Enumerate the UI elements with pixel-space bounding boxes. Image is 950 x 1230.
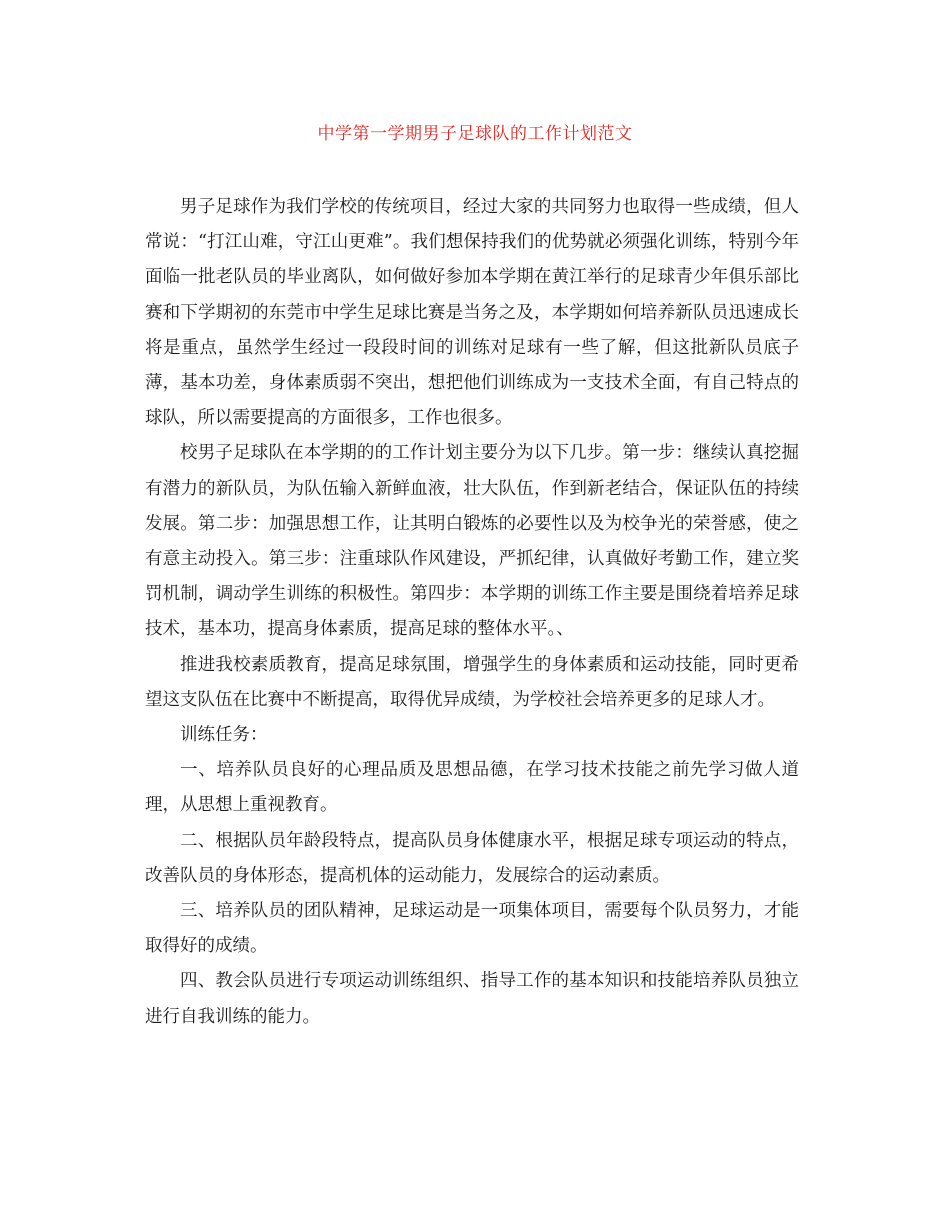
paragraph-task-1: 一、培养队员良好的心理品质及思想品德，在学习技术技能之前先学习做人道理，从思想上重视教育。 (145, 760, 799, 816)
paragraph-training-tasks-heading: 训练任务： (180, 725, 268, 746)
document-body (145, 190, 799, 1035)
paragraph-task-4: 四、教会队员进行专项运动训练组织、指导工作的基本知识和技能培养队员独立进行自我训练的能力。 (145, 971, 799, 1027)
paragraph-task-2: 二、根据队员年龄段特点，提高队员身体健康水平，根据足球专项运动的特点，改善队员的身体形态，提高机体的运动能力，发展综合的运动素质。 (145, 830, 799, 886)
paragraph-goals: 推进我校素质教育，提高足球氛围，增强学生的身体素质和运动技能，同时更希望这支队伍在比赛中不断提高，取得优异成绩，为学校社会培养更多的足球人才。 (145, 654, 799, 710)
paragraph-plan-steps: 校男子足球队在本学期的的工作计划主要分为以下几步。第一步：继续认真挖掘有潜力的新队员，为队伍输入新鲜血液，壮大队伍，作到新老结合，保证队伍的持续发展。第二步：加强思想工作，让其明白锻炼的必要性以及为校争光的荣誉感，使之有意主动投入。第三步：注重球队作风建设，严抓纪律，认真做好考勤工作，建立奖罚机制，调动学生训练的积极性。第四步：本学期的训练工作主要是围绕着培养足球技术，基本功，提高身体素质，提高足球的整体水平。、 (145, 443, 799, 640)
document-title: 中学第一学期男子足球队的工作计划范文 (317, 124, 633, 144)
paragraph-intro: 男子足球作为我们学校的传统项目，经过大家的共同努力也取得一些成绩，但人常说：“打江山难，守江山更难”。我们想保持我们的优势就必须强化训练，特别今年面临一批老队员的毕业离队，如何做好参加本学期在黄江举行的足球青少年俱乐部比赛和下学期初的东莞市中学生足球比赛是当务之及，本学期如何培养新队员迅速成长将是重点，虽然学生经过一段段时间的训练对足球有一些了解，但这批新队员底子薄，基本功差，身体素质弱不突出，想把他们训练成为一支技术全面，有自己特点的球队，所以需要提高的方面很多，工作也很多。 (145, 197, 799, 429)
paragraph-task-3: 三、培养队员的团队精神，足球运动是一项集体项目，需要每个队员努力，才能取得好的成绩。 (145, 901, 799, 957)
